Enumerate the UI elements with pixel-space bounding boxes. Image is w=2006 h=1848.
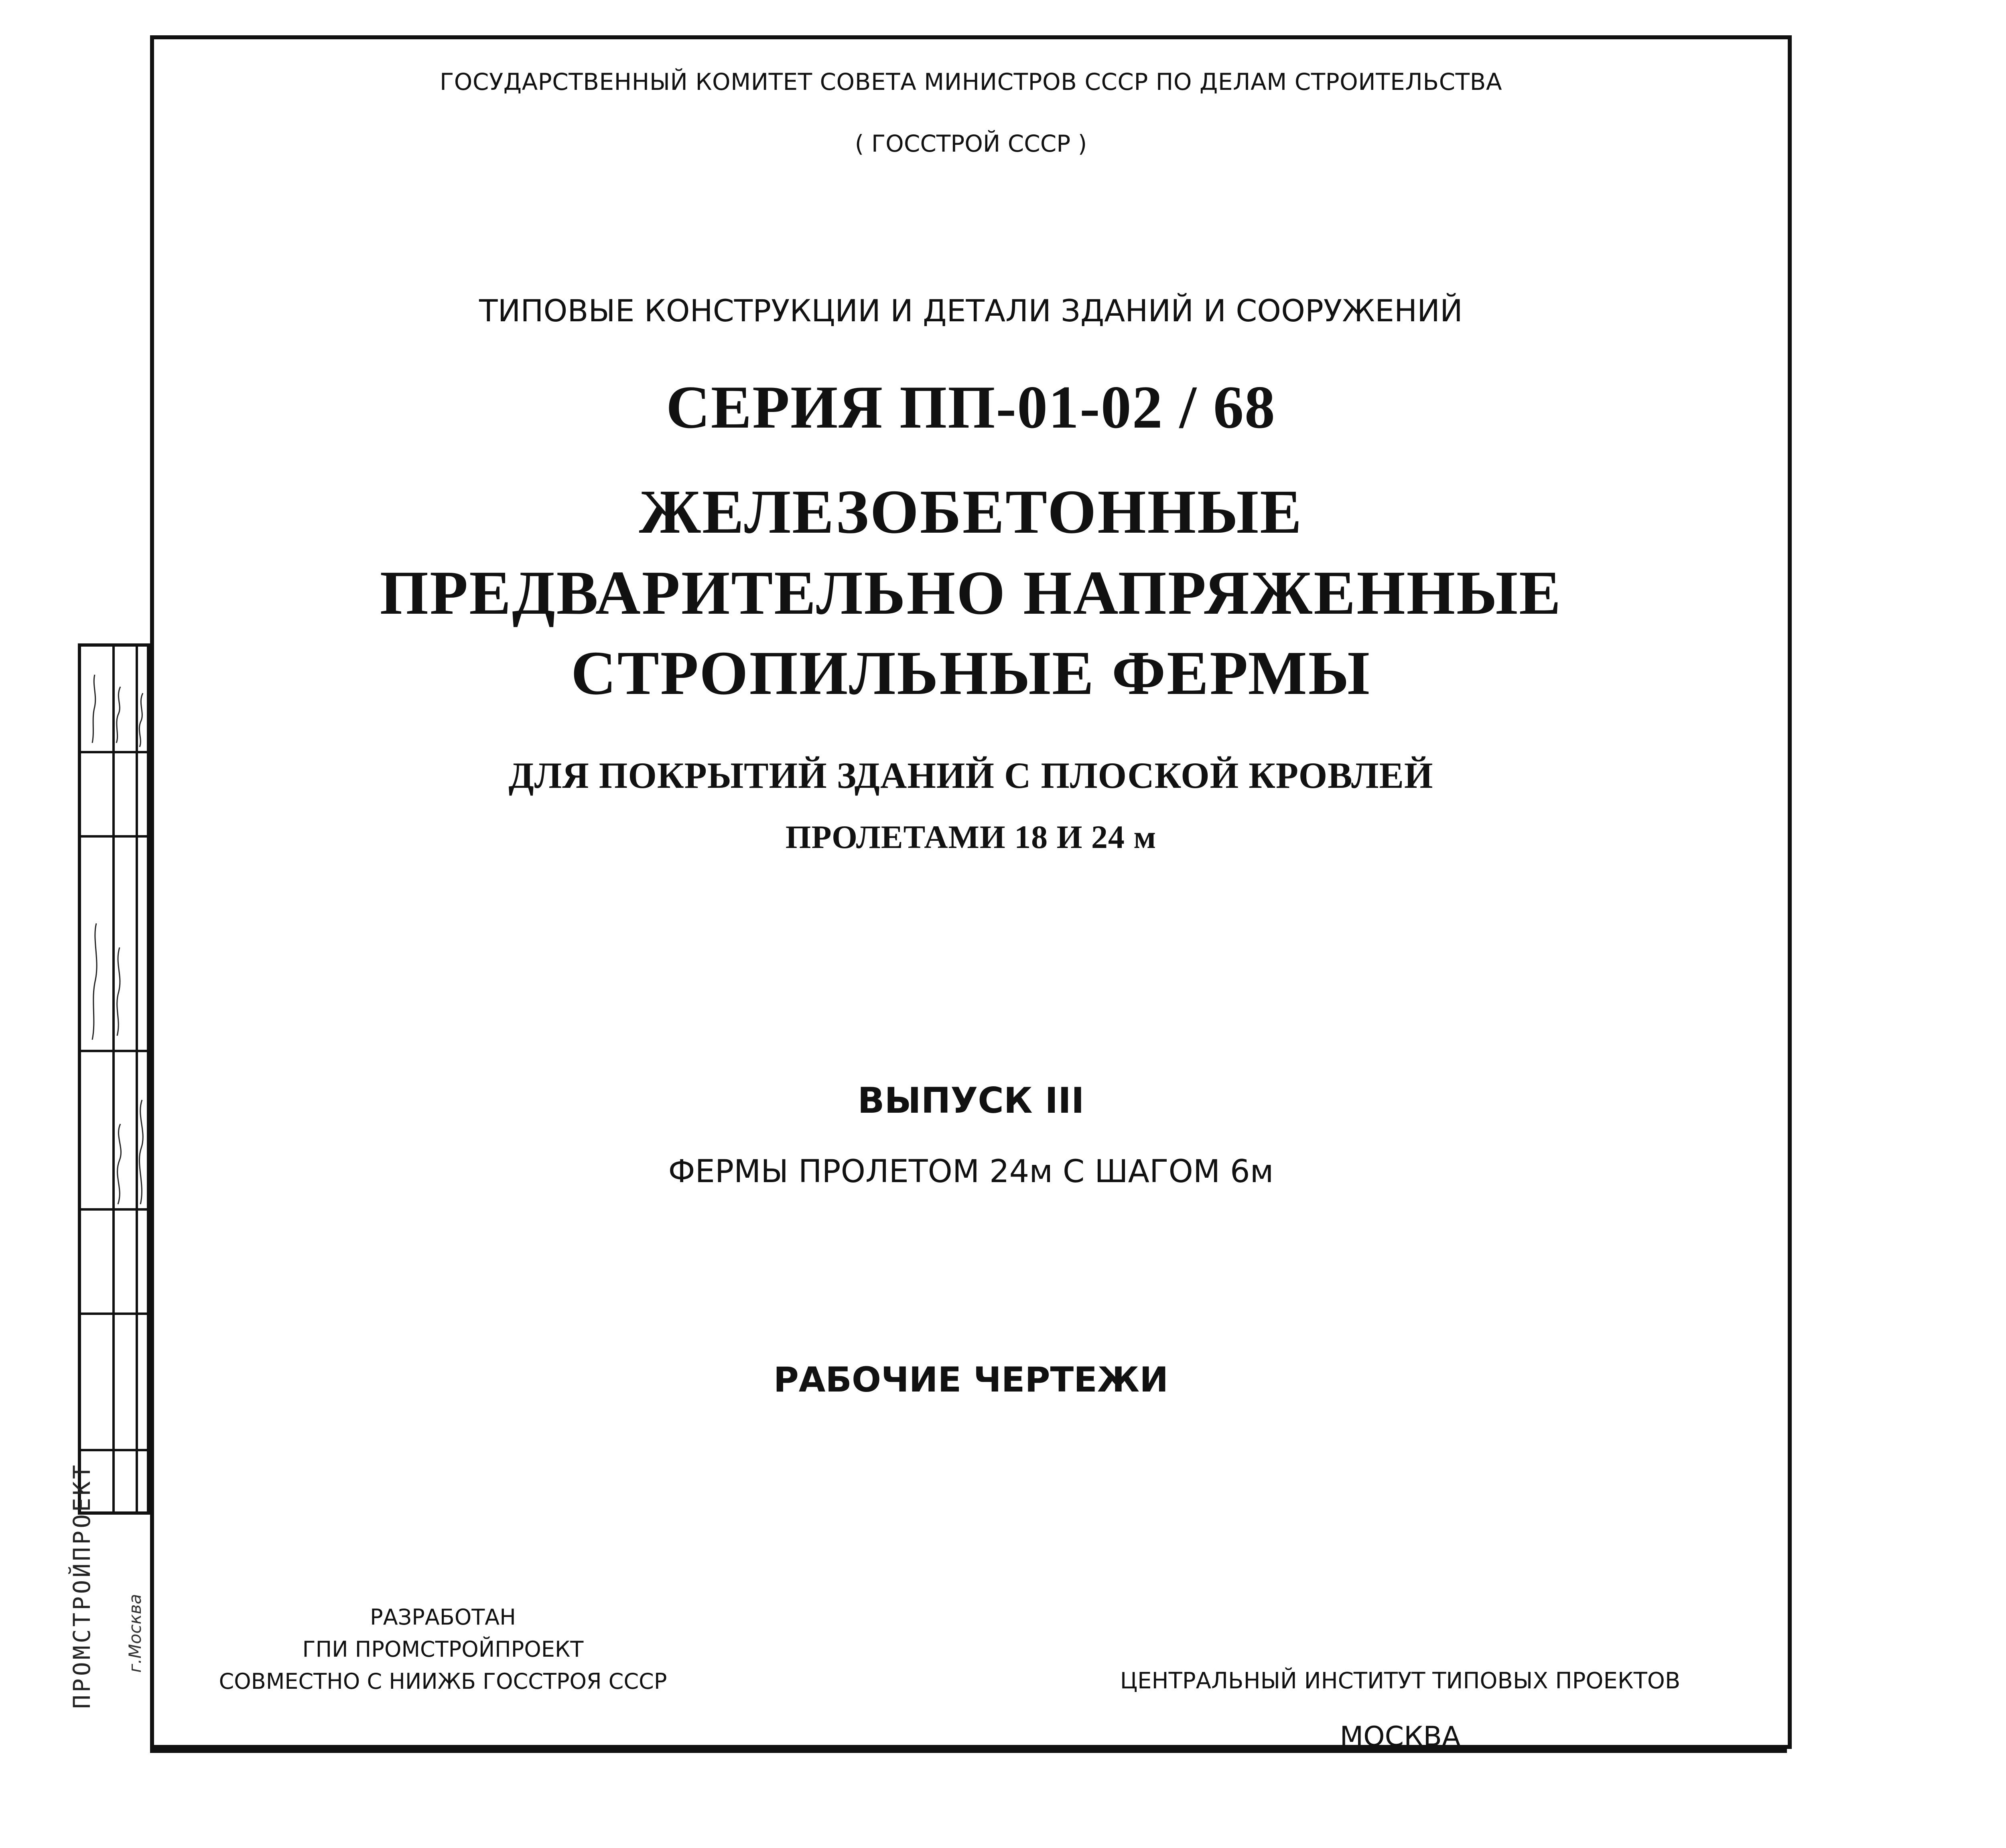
- series-title: СЕРИЯ ПП-01-02 / 68: [666, 373, 1276, 441]
- working-drawings-label: РАБОЧИЕ ЧЕРТЕЖИ: [773, 1360, 1169, 1400]
- handwritten-signatures: [81, 647, 153, 1518]
- subtitle-line-1: ДЛЯ ПОКРЫТИЙ ЗДАНИЙ С ПЛОСКОЙ КРОВЛЕЙ: [508, 755, 1433, 796]
- drawing-frame: [150, 35, 1792, 1749]
- developer-block: [194, 1601, 692, 1698]
- developer-line-2: ГПИ ПРОМСТРОЙПРОЕКТ: [302, 1637, 584, 1662]
- city-name: МОСКВА: [1340, 1721, 1461, 1753]
- committee-line: ГОСУДАРСТВЕННЫЙ КОМИТЕТ СОВЕТА МИНИСТРОВ СССР ПО ДЕЛАМ СТРОИТЕЛЬСТВА: [439, 68, 1502, 95]
- title-line-2: ПРЕДВАРИТЕЛЬНО НАПРЯЖЕННЫЕ: [380, 558, 1562, 627]
- institute-name: ЦЕНТРАЛЬНЫЙ ИНСТИТУТ ТИПОВЫХ ПРОЕКТОВ: [1120, 1668, 1681, 1694]
- title-line-1: ЖЕЛЕЗОБЕТОННЫЕ: [639, 477, 1303, 546]
- types-line: ТИПОВЫЕ КОНСТРУКЦИИ И ДЕТАЛИ ЗДАНИЙ И СООРУЖЕНИЙ: [479, 293, 1463, 329]
- developer-line-3: СОВМЕСТНО С НИИЖБ ГОССТРОЯ СССР: [219, 1669, 667, 1694]
- subtitle-line-2: ПРОЛЕТАМИ 18 И 24 м: [785, 819, 1157, 855]
- issue-number: ВЫПУСК III: [857, 1080, 1084, 1121]
- developer-line-1: РАЗРАБОТАН: [370, 1605, 516, 1630]
- committee-short: ( ГОССТРОЙ СССР ): [855, 130, 1087, 157]
- city-stamp-note: г.Москва: [125, 1594, 145, 1673]
- truss-description: ФЕРМЫ ПРОЛЕТОМ 24м С ШАГОМ 6м: [668, 1154, 1274, 1190]
- organization-stamp: ПРОМСТРОЙПРОЕКТ: [68, 1463, 95, 1709]
- title-line-3: СТРОПИЛЬНЫЕ ФЕРМЫ: [571, 638, 1371, 708]
- side-signature-stamp: [78, 643, 150, 1515]
